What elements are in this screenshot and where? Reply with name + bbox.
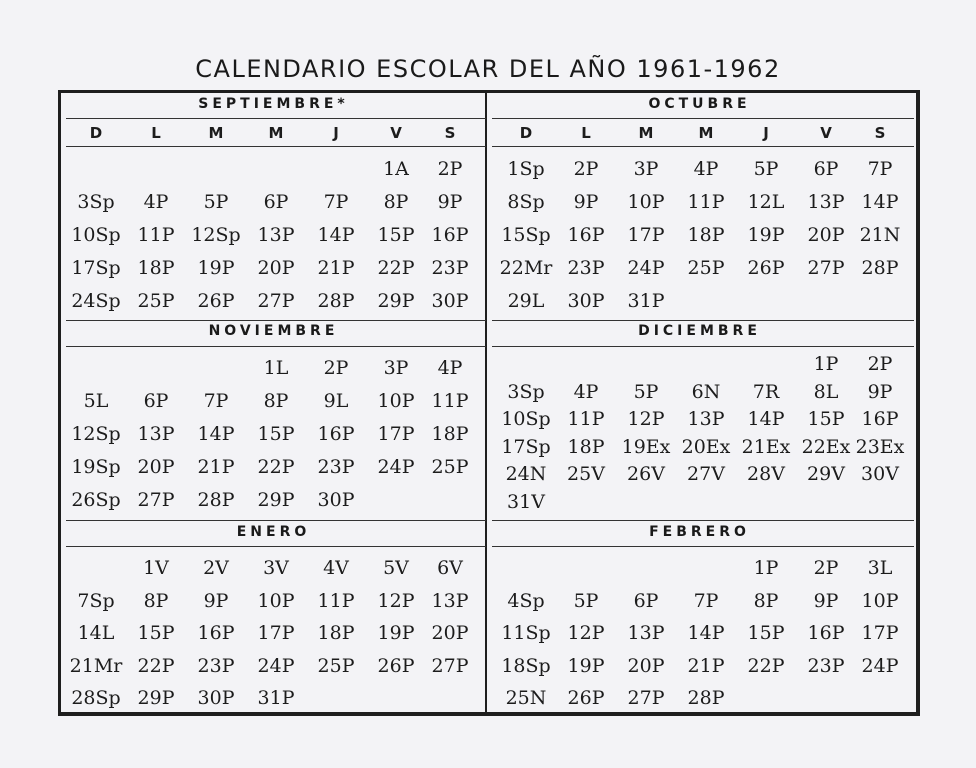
day-cell: 7P [867, 158, 893, 180]
day-cell: 24P [627, 257, 665, 279]
day-cell: 10P [627, 191, 665, 213]
calendar-title: CALENDARIO ESCOLAR DEL AÑO 1961-1962 [195, 55, 781, 83]
day-cell: 2P [437, 158, 463, 180]
weekday-header: M [638, 124, 654, 142]
day-cell: 19Ex [621, 435, 671, 458]
day-cell: 8P [143, 589, 169, 612]
day-cell: 16P [861, 408, 899, 430]
day-cell: 5V [383, 557, 409, 579]
day-cell: 1L [263, 357, 289, 379]
day-cell: 21P [317, 257, 355, 279]
day-cell: 28P [687, 687, 725, 709]
day-cell: 27P [257, 290, 295, 312]
day-cell: 1P [813, 353, 839, 375]
day-cell: 10Sp [501, 408, 551, 430]
month-name: DICIEMBRE [638, 323, 761, 339]
day-cell: 17P [861, 622, 899, 644]
day-cell: 15P [257, 423, 295, 445]
day-cell: 18P [687, 224, 725, 246]
day-cell: 20P [627, 654, 665, 677]
weekday-header: L [151, 124, 161, 142]
day-cell: 6N [691, 380, 721, 403]
day-cell: 17P [257, 622, 295, 644]
day-cell: 28P [197, 489, 235, 511]
day-cell: 18P [431, 423, 469, 445]
day-cell: 7P [323, 191, 349, 213]
day-cell: 4V [323, 557, 349, 579]
day-cell: 20Ex [681, 435, 731, 458]
day-cell: 16P [431, 224, 469, 246]
day-cell: 30P [317, 489, 355, 511]
day-cell: 1A [383, 158, 409, 180]
day-cell: 24P [377, 456, 415, 478]
day-cell: 9P [437, 191, 463, 213]
day-cell: 9P [203, 589, 229, 612]
day-cell: 24P [861, 654, 899, 677]
day-cell: 29P [377, 290, 415, 312]
day-cell: 13P [137, 423, 175, 445]
day-cell: 5P [573, 589, 599, 612]
day-cell: 6P [263, 191, 289, 213]
day-cell: 22P [377, 257, 415, 279]
month-name: FEBRERO [649, 524, 750, 540]
day-cell: 26P [377, 654, 415, 677]
day-cell: 15P [377, 224, 415, 246]
day-cell: 17Sp [501, 435, 551, 458]
day-cell: 10Sp [71, 224, 121, 246]
day-cell: 28P [861, 257, 899, 279]
month-divider [66, 118, 486, 119]
day-cell: 19P [197, 257, 235, 279]
day-cell: 11P [687, 191, 725, 213]
day-cell: 11P [137, 224, 175, 246]
month-divider [66, 346, 486, 347]
day-cell: 7P [203, 390, 229, 412]
day-cell: 11P [567, 408, 605, 430]
month-name: NOVIEMBRE [208, 323, 339, 339]
day-cell: 17P [627, 224, 665, 246]
day-cell: 5L [83, 390, 109, 412]
day-cell: 19P [377, 622, 415, 644]
day-cell: 25P [431, 456, 469, 478]
weekday-header: M [698, 124, 714, 142]
month-divider [492, 346, 914, 347]
day-cell: 27P [627, 687, 665, 709]
day-cell: 22Ex [801, 435, 851, 458]
day-cell: 29P [137, 687, 175, 709]
day-cell: 11P [317, 589, 355, 612]
day-cell: 10P [861, 589, 899, 612]
day-cell: 29L [507, 290, 545, 312]
day-cell: 14P [317, 224, 355, 246]
center-divider [485, 92, 487, 714]
day-cell: 21P [687, 654, 725, 677]
day-cell: 2P [867, 353, 893, 375]
day-cell: 28P [317, 290, 355, 312]
day-cell: 1P [753, 557, 779, 579]
day-cell: 4Sp [507, 589, 545, 612]
day-cell: 13P [687, 408, 725, 430]
day-cell: 20P [257, 257, 295, 279]
day-cell: 12P [377, 589, 415, 612]
day-cell: 7P [693, 589, 719, 612]
day-cell: 14P [197, 423, 235, 445]
month-divider [492, 546, 914, 547]
day-cell: 23P [567, 257, 605, 279]
day-cell: 26P [567, 687, 605, 709]
day-cell: 16P [567, 224, 605, 246]
day-cell: 1Sp [507, 158, 545, 180]
day-cell: 30P [431, 290, 469, 312]
day-cell: 23P [317, 456, 355, 478]
day-cell: 6P [633, 589, 659, 612]
day-cell: 26V [627, 463, 665, 485]
day-cell: 3Sp [77, 191, 115, 213]
day-cell: 4P [693, 158, 719, 180]
day-cell: 12P [567, 622, 605, 644]
day-cell: 21N [859, 224, 901, 246]
day-cell: 23P [197, 654, 235, 677]
day-cell: 16P [807, 622, 845, 644]
weekday-header: L [581, 124, 591, 142]
day-cell: 17P [377, 423, 415, 445]
month-divider [492, 146, 914, 147]
month-divider [66, 546, 486, 547]
day-cell: 20P [137, 456, 175, 478]
day-cell: 26P [747, 257, 785, 279]
day-cell: 27P [807, 257, 845, 279]
day-cell: 15P [807, 408, 845, 430]
day-cell: 9P [867, 380, 893, 403]
day-cell: 5P [753, 158, 779, 180]
day-cell: 30P [567, 290, 605, 312]
day-cell: 29V [807, 463, 845, 485]
day-cell: 18P [137, 257, 175, 279]
day-cell: 19Sp [71, 456, 121, 478]
day-cell: 7R [752, 380, 780, 403]
day-cell: 4P [437, 357, 463, 379]
day-cell: 18P [317, 622, 355, 644]
day-cell: 7Sp [77, 589, 115, 612]
day-cell: 12Sp [191, 224, 241, 246]
day-cell: 23Ex [855, 435, 905, 458]
day-cell: 2P [573, 158, 599, 180]
day-cell: 25V [567, 463, 605, 485]
day-cell: 5P [633, 380, 659, 403]
day-cell: 21Ex [741, 435, 791, 458]
day-cell: 8P [263, 390, 289, 412]
day-cell: 24N [505, 463, 547, 485]
day-cell: 12L [747, 191, 785, 213]
day-cell: 15Sp [501, 224, 551, 246]
day-cell: 19P [567, 654, 605, 677]
day-cell: 1V [143, 557, 169, 579]
weekday-header: V [390, 124, 402, 142]
month-divider [492, 320, 914, 321]
day-cell: 13P [627, 622, 665, 644]
month-name: ENERO [236, 524, 311, 540]
day-cell: 10P [257, 589, 295, 612]
day-cell: 18Sp [501, 654, 551, 677]
month-divider [66, 320, 486, 321]
weekday-header: D [89, 124, 103, 142]
day-cell: 3V [263, 557, 289, 579]
weekday-header: J [333, 124, 339, 142]
day-cell: 8L [813, 380, 839, 403]
day-cell: 6P [143, 390, 169, 412]
day-cell: 8P [383, 191, 409, 213]
day-cell: 22P [257, 456, 295, 478]
day-cell: 3P [383, 357, 409, 379]
day-cell: 15P [747, 622, 785, 644]
day-cell: 21P [197, 456, 235, 478]
weekday-header: S [874, 124, 886, 142]
day-cell: 31V [507, 490, 545, 513]
weekday-header: V [820, 124, 832, 142]
day-cell: 9P [573, 191, 599, 213]
day-cell: 21Mr [69, 654, 123, 677]
day-cell: 30P [197, 687, 235, 709]
day-cell: 3L [867, 557, 893, 579]
weekday-header: J [763, 124, 769, 142]
day-cell: 23P [807, 654, 845, 677]
day-cell: 28Sp [71, 687, 121, 709]
day-cell: 31P [257, 687, 295, 709]
day-cell: 14L [77, 622, 115, 644]
day-cell: 24P [257, 654, 295, 677]
day-cell: 25P [137, 290, 175, 312]
day-cell: 20P [431, 622, 469, 644]
day-cell: 2P [323, 357, 349, 379]
day-cell: 10P [377, 390, 415, 412]
weekday-header: M [268, 124, 284, 142]
day-cell: 13P [807, 191, 845, 213]
day-cell: 8Sp [507, 191, 545, 213]
day-cell: 29P [257, 489, 295, 511]
day-cell: 14P [861, 191, 899, 213]
day-cell: 22P [747, 654, 785, 677]
month-divider [66, 146, 486, 147]
day-cell: 8P [753, 589, 779, 612]
day-cell: 27V [687, 463, 725, 485]
day-cell: 13P [257, 224, 295, 246]
day-cell: 2V [203, 557, 229, 579]
day-cell: 22P [137, 654, 175, 677]
day-cell: 26Sp [71, 489, 121, 511]
month-divider [492, 520, 914, 521]
day-cell: 4P [143, 191, 169, 213]
day-cell: 27P [137, 489, 175, 511]
day-cell: 20P [807, 224, 845, 246]
weekday-header: D [519, 124, 533, 142]
day-cell: 30V [861, 463, 899, 485]
day-cell: 12P [627, 408, 665, 430]
day-cell: 5P [203, 191, 229, 213]
day-cell: 25P [687, 257, 725, 279]
day-cell: 14P [747, 408, 785, 430]
day-cell: 23P [431, 257, 469, 279]
day-cell: 2P [813, 557, 839, 579]
day-cell: 9P [813, 589, 839, 612]
day-cell: 15P [137, 622, 175, 644]
day-cell: 22Mr [499, 257, 553, 279]
weekday-header: M [208, 124, 224, 142]
day-cell: 11Sp [501, 622, 551, 644]
weekday-header: S [444, 124, 456, 142]
day-cell: 11P [431, 390, 469, 412]
day-cell: 28V [747, 463, 785, 485]
day-cell: 16P [317, 423, 355, 445]
day-cell: 19P [747, 224, 785, 246]
day-cell: 9L [323, 390, 349, 412]
day-cell: 18P [567, 435, 605, 458]
month-name: SEPTIEMBRE* [198, 96, 349, 112]
day-cell: 6V [437, 557, 463, 579]
day-cell: 16P [197, 622, 235, 644]
month-name: OCTUBRE [648, 96, 751, 112]
day-cell: 13P [431, 589, 469, 612]
day-cell: 4P [573, 380, 599, 403]
day-cell: 31P [627, 290, 665, 312]
day-cell: 26P [197, 290, 235, 312]
day-cell: 12Sp [71, 423, 121, 445]
day-cell: 3Sp [507, 380, 545, 403]
day-cell: 27P [431, 654, 469, 677]
day-cell: 24Sp [71, 290, 121, 312]
day-cell: 6P [813, 158, 839, 180]
day-cell: 14P [687, 622, 725, 644]
day-cell: 17Sp [71, 257, 121, 279]
day-cell: 25P [317, 654, 355, 677]
day-cell: 25N [505, 687, 547, 709]
month-divider [66, 520, 486, 521]
day-cell: 3P [633, 158, 659, 180]
month-divider [492, 118, 914, 119]
